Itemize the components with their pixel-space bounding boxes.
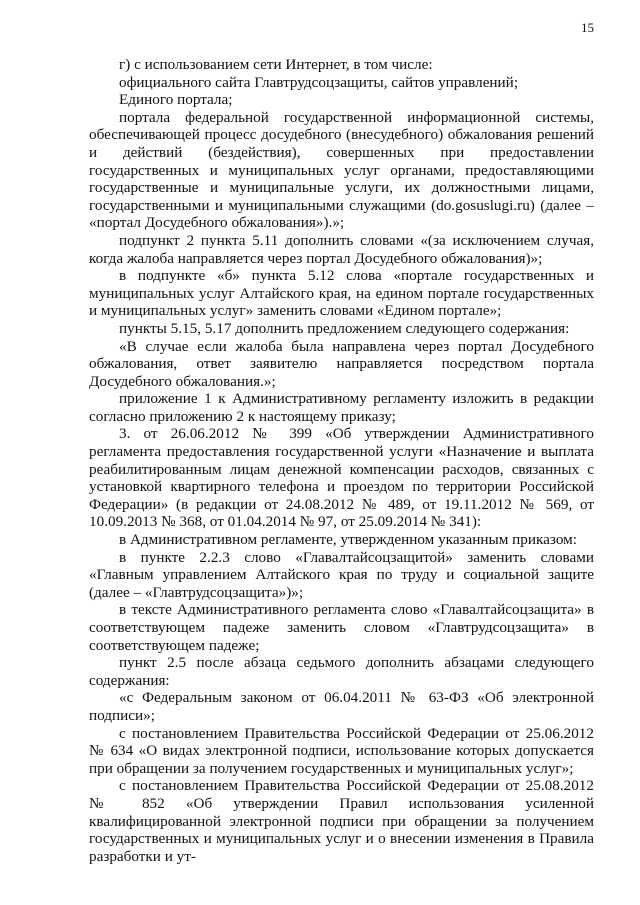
paragraph: Единого портала; [119, 91, 233, 109]
paragraph: пункты 5.15, 5.17 дополнить предложением следующего содержания: [119, 319, 570, 337]
paragraph: в подпункте «б» пункта 5.12 слова «портале государственных и муниципальных услуг Алтайского края, на едином портале государственных и муниципальных услуг» заменить словами «Едином портале»; [89, 267, 594, 320]
paragraph: официального сайта Главтрудсоцзащиты, сайтов управлений; [119, 73, 519, 91]
paragraph: 3. от 26.06.2012 № 399 «Об утверждении Административного регламента предоставления государственной услуги «Назначение и выплата реабилитированным лицам денежной компенсации расходов, связанных с установкой квартирного телефона и проездом по территории Российской Федерации» (в редакции от 24.08.2012 № 489, от 19.11.2012 № 569, от 10.09.2013 № 368, от 01.04.2014 № 97, от 25.09.2014 № 341): [89, 425, 594, 531]
paragraph: «с Федеральным законом от 06.04.2011 № 63-ФЗ «Об электронной подписи»; [89, 689, 594, 724]
paragraph: подпункт 2 пункта 5.11 дополнить словами «(за исключением случая, когда жалоба направляется через портал Досудебного обжалования)»; [89, 231, 594, 267]
paragraph: в Административном регламенте, утвержденном указанным приказом: [119, 531, 577, 549]
paragraph: портала федеральной государственной информационной системы, обеспечивающей процесс досудебного (внесудебного) обжалования решений и действий (бездействия), совершенных при предоставлении государственных и муниципальных услуг органами, предоставляющими государственные и муниципальные услуги, их должностными лицами, государственными и муниципальными служащими (do.gosuslugi.ru) (далее – «портал Досудебного обжалования»).»; [89, 108, 594, 232]
paragraph: с постановлением Правительства Российской Федерации от 25.08.2012 № 852 «Об утверждении Правил использования усиленной квалифицированной электронной подписи при обращении за получением государственных и муниципальных услуг и о внесении изменения в Правила разработки и ут- [89, 777, 594, 865]
paragraph: пункт 2.5 после абзаца седьмого дополнить абзацами следующего содержания: [89, 654, 594, 689]
page-number: 15 [581, 20, 594, 35]
paragraph: г) с использованием сети Интернет, в том числе: [119, 56, 433, 73]
document-body [89, 56, 594, 865]
paragraph: в тексте Административного регламента слово «Главалтайсоцзащита» в соответствующем падеже заменить словом «Главтрудсоцзащита» в соответствующем падеже; [89, 601, 594, 654]
paragraph: приложение 1 к Административному регламенту изложить в редакции согласно приложению 2 к настоящему приказу; [89, 390, 594, 425]
paragraph: в пункте 2.2.3 слово «Главалтайсоцзащитой» заменить словами «Главным управлением Алтайского края по труду и социальной защите (далее – «Главтрудсоцзащита»)»; [89, 548, 594, 601]
paragraph: «В случае если жалоба была направлена через портал Досудебного обжалования, ответ заявителю направляется посредством портала Досудебного обжалования.»; [89, 337, 594, 390]
paragraph: с постановлением Правительства Российской Федерации от 25.06.2012 № 634 «О видах электронной подписи, использование которых допускается при обращении за получением государственных и муниципальных услуг»; [89, 724, 594, 777]
